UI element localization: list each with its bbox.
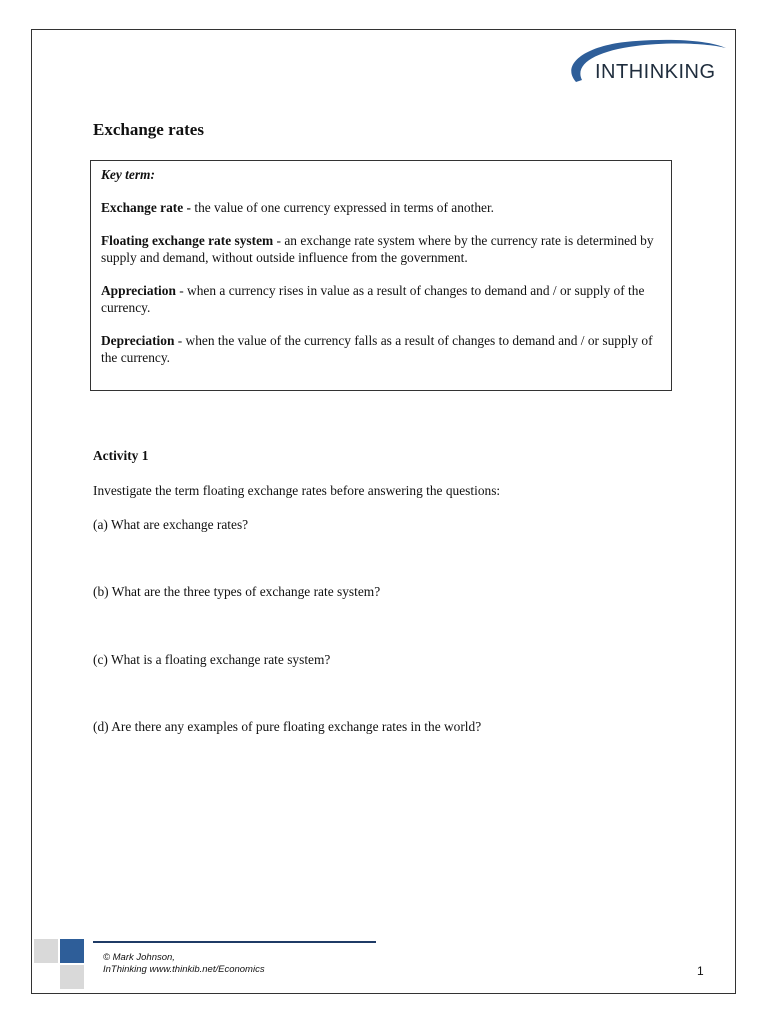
- footer-rule: [93, 941, 376, 943]
- footer-square: [60, 939, 84, 963]
- footer-copyright: © Mark Johnson,: [103, 952, 175, 963]
- definition-text: - when the value of the currency falls as a result of changes to demand and / or supply of the currency.: [101, 333, 653, 365]
- key-term-box: [90, 160, 672, 391]
- definition-exchange-rate: [101, 200, 661, 217]
- question-d: (d) Are there any examples of pure floating exchange rates in the world?: [93, 719, 482, 734]
- activity-title: Activity 1: [93, 448, 149, 463]
- definition-text: - an exchange rate system where by the currency rate is determined by supply and demand, without outside influence from the government.: [101, 233, 654, 265]
- footer-decoration: [34, 939, 86, 991]
- question-c: (c) What is a floating exchange rate system?: [93, 652, 331, 667]
- page-title: Exchange rates: [93, 120, 204, 139]
- activity-intro: Investigate the term floating exchange rates before answering the questions:: [93, 483, 501, 498]
- key-term-label: Key term:: [101, 167, 155, 182]
- footer-site: InThinking www.thinkib.net/Economics: [103, 963, 265, 975]
- definition-floating-exchange-rate-system: [101, 233, 661, 266]
- page-number: 1: [697, 964, 704, 978]
- inthinking-logo: [566, 34, 730, 90]
- definition-depreciation: [101, 333, 661, 366]
- definition-appreciation: [101, 283, 661, 316]
- footer-square: [34, 939, 58, 963]
- logo-text: INTHINKING: [595, 61, 716, 83]
- definition-term: Depreciation: [101, 333, 175, 348]
- footer-credit: [103, 952, 265, 975]
- footer-square: [60, 965, 84, 989]
- definition-text: - when a currency rises in value as a result of changes to demand and / or supply of the currency.: [101, 283, 645, 315]
- definition-term: Floating exchange rate system: [101, 233, 274, 248]
- definition-term: Exchange rate -: [101, 199, 191, 215]
- question-b: (b) What are the three types of exchange rate system?: [93, 584, 381, 599]
- question-a: (a) What are exchange rates?: [93, 517, 249, 532]
- definition-text: the value of one currency expressed in terms of another.: [191, 199, 495, 215]
- definition-term: Appreciation: [101, 283, 176, 298]
